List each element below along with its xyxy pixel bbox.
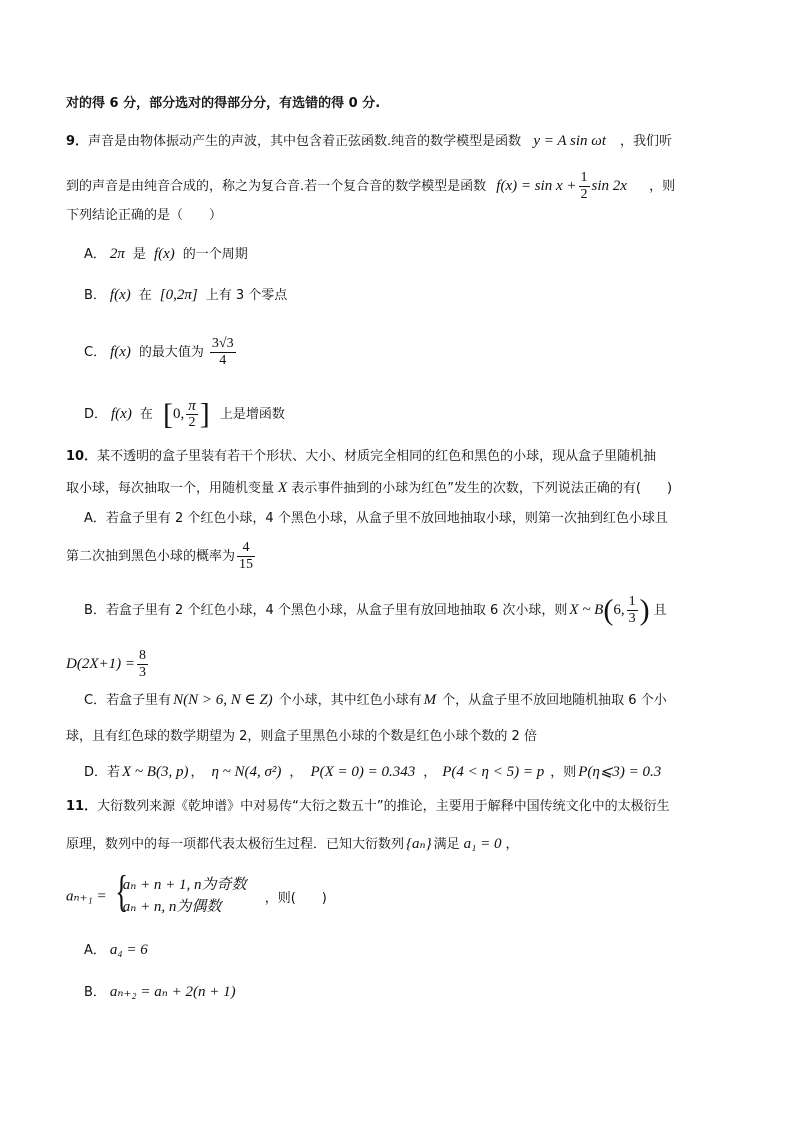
q11-number: 11．: [66, 799, 98, 814]
q11-piecewise-cases: { aₙ + n + 1, n为奇数 aₙ + n, n为偶数: [114, 867, 247, 916]
q10-option-c-line2: 球，且有红色球的数学期望为 2，则盒子里黑色小球的个数是红色小球个数的 2 倍: [66, 729, 537, 744]
q10-option-d: D．若 X ~ B(3, p) ， η ~ N(4, σ²) ， P(X = 0) = 0.343 ， P(4 < η < 5) = p ，则 P(η⩽3) = 0.3: [84, 764, 662, 780]
q9-function-rhs: sin 2x: [591, 178, 627, 194]
q10-number: 10．: [66, 449, 98, 464]
q9-option-c-fraction: $\frac{3√3}{4}$: [211, 336, 234, 368]
q11-recurrence: aₙ₊₁ = { aₙ + n + 1, n为奇数 aₙ + n, n为偶数 ，则( ): [66, 867, 327, 916]
q9-function-fraction: $\frac{1}{2}$: [580, 170, 588, 202]
q9-option-b: B． f(x) 在 [0,2π] 上有 3 个零点: [84, 287, 288, 303]
q10-option-b-line2: D(2X+1) = $\frac{8}{3}$: [66, 648, 146, 680]
scoring-note: 对的得 6 分，部分选对的得部分分，有选错的得 0 分.: [66, 96, 381, 111]
q9-line2: [66, 170, 675, 203]
q10-option-a-line2: 第二次抽到黑色小球的概率为 $\frac{4}{15}$: [66, 540, 254, 572]
q9-text2: ，我们听: [620, 134, 673, 149]
q11-option-b: B． aₙ₊₂ = aₙ + 2(n + 1): [84, 984, 236, 1000]
q11-option-a: A． a₄ = 6: [84, 942, 148, 958]
q9-line3: 下列结论正确的是（ ）: [66, 208, 223, 223]
q10-option-b-fraction: $\frac{1}{3}$: [628, 594, 636, 626]
q9-option-d-fraction: $\frac{\pi}{2}$: [188, 398, 196, 430]
q9-number: 9．: [66, 134, 89, 149]
q11-line1: 11．大衍数列来源《乾坤谱》中对易传“大衍之数五十”的推论，主要用于解释中国传统文化中的太极衍生: [66, 799, 670, 814]
q10-line2: 取小球，每次抽取一个，用随机变量 X 表示事件抽到的小球为红色”发生的次数，下列说法正确的有( ): [66, 480, 673, 496]
q9-pure-tone-model: y = A sin ωt: [533, 133, 606, 149]
q9-function-lhs: f(x) = sin x +: [496, 178, 577, 194]
q10-line1: 10．某不透明的盒子里装有若干个形状、大小、材质完全相同的红色和黑色的小球，现从盒子里随机抽: [66, 449, 657, 464]
q9-text4: ，则: [649, 179, 676, 194]
q10-option-a-fraction: $\frac{4}{15}$: [239, 540, 254, 572]
q9-option-c: C． f(x) 的最大值为 $\frac{3√3}{4}$: [84, 336, 234, 368]
q10-option-b-variance-fraction: $\frac{8}{3}$: [138, 648, 146, 680]
q10-option-b-line1: B．若盒子里有 2 个红色小球，4 个黑色小球，从盒子里有放回地抽取 6 次小球，则 X ~ B(6, $\frac{1}{3}$ ) 且: [84, 593, 667, 627]
q9-line1: [66, 131, 672, 152]
q11-line2: 原理，数列中的每一项都代表太极衍生过程．已知大衍数列 {aₙ} 满足 a₁ = 0 ，: [66, 836, 519, 852]
q9-text3: 到的声音是由纯音合成的，称之为复合音.若一个复合音的数学模型是函数: [66, 179, 487, 194]
q9-option-a: A． 2π 是 f(x) 的一个周期: [84, 246, 248, 262]
q10-option-a-line1: A．若盒子里有 2 个红色小球，4 个黑色小球，从盒子里不放回地抽取小球，则第一次抽到红色小球且: [84, 511, 668, 526]
q10-option-c-line1: C．若盒子里有 N(N > 6, N ∈ Z) 个小球，其中红色小球有 M 个，从盒子里不放回地随机抽取 6 个小: [84, 692, 667, 708]
q9-text1: 声音是由物体振动产生的声波，其中包含着正弦函数.纯音的数学模型是函数: [88, 134, 522, 149]
q9-option-d: D． f(x) 在 [0, $\frac{\pi}{2}$ ] 上是增函数: [84, 397, 285, 431]
